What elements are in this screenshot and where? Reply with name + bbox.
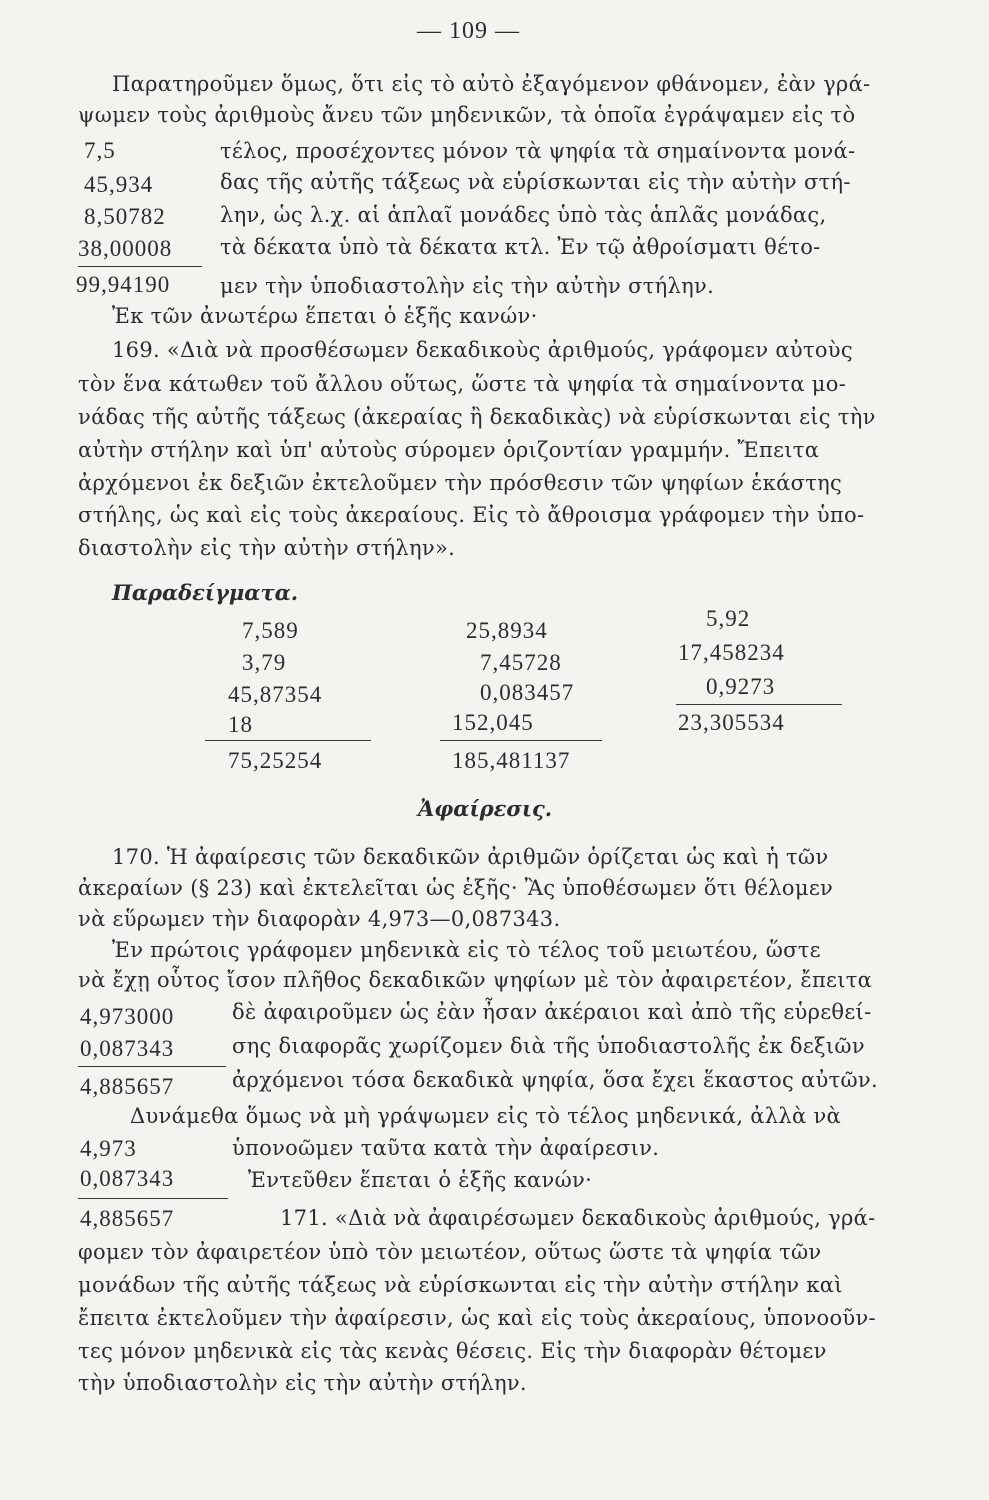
subtraction-1-rule [78,1066,226,1067]
paragraph-171-line: φομεν τὸν ἀφαιρετέον ὑπὸ τὸν μειωτέον, οὕτως ὥστε τὰ ψηφία τῶν [78,1240,822,1264]
example-2-total: 185,481137 [452,748,571,773]
paragraph-169-line: αὐτὴν στήλην καὶ ὑπ' αὐτοὺς σύρομεν ὁριζοντίαν γραμμήν. Ἔπειτα [78,438,820,462]
paragraph-170-line: ὑπονοῶμεν ταῦτα κατὰ τὴν ἀφαίρεσιν. [232,1136,660,1160]
example-3-value: 0,9273 [706,674,776,699]
paragraph-171-line: τες μόνον μηδενικὰ εἰς τὰς κενὰς θέσεις. Εἰς τὴν διαφορὰν θέτομεν [78,1339,827,1363]
sum-column-value: 7,5 [84,138,116,163]
paragraph-171-line: ἔπειτα ἐκτελοῦμεν τὴν ἀφαίρεσιν, ὡς καὶ εἰς τοὺς ἀκεραίους, ὑπονοοῦν- [78,1306,876,1330]
intro-line: μεν τὴν ὑποδιαστολὴν εἰς τὴν αὐτὴν στήλην. [220,274,715,298]
example-1-value: 18 [228,712,253,737]
paragraph-169-line: διαστολὴν εἰς τὴν αὐτὴν στήλην». [78,536,456,560]
intro-line: δας τῆς αὐτῆς τάξεως νὰ εὑρίσκωνται εἰς τὴν αὐτὴν στή- [220,170,851,194]
paragraph-170-line: ἀκεραίων (§ 23) καὶ ἐκτελεῖται ὡς ἑξῆς· Ἂς ὑποθέσωμεν ὅτι θέλομεν [78,876,834,900]
intro-line: Παρατηροῦμεν ὅμως, ὅτι εἰς τὸ αὐτὸ ἐξαγόμενον φθάνομεν, ἐὰν γρά- [112,72,871,96]
paragraph-170-line: νὰ εὕρωμεν τὴν διαφορὰν 4,973—0,087343. [78,907,561,931]
sum-rule [78,266,202,267]
paragraph-170-line: δὲ ἀφαιροῦμεν ὡς ἐὰν ἦσαν ἀκέραιοι καὶ ἀπὸ τῆς εὑρεθεί- [232,1000,872,1024]
examples-heading: Παραδείγματα. [112,580,299,605]
paragraph-170-line: ἀρχόμενοι τόσα δεκαδικὰ ψηφία, ὅσα ἔχει ἕκαστος αὐτῶν. [232,1068,878,1092]
intro-line: τέλος, προσέχοντες μόνον τὰ ψηφία τὰ σημαίνοντα μονά- [220,139,856,163]
example-3-rule [676,704,842,705]
example-3-value: 17,458234 [678,640,785,665]
paragraph-169-line: νάδας τῆς αὐτῆς τάξεως (ἀκεραίας ἢ δεκαδικὰς) νὰ εὑρίσκωνται εἰς τὴν [78,405,876,429]
subtraction-2-minuend: 4,973 [80,1136,137,1161]
subtraction-heading: Ἀφαίρεσις. [418,796,553,821]
intro-line: ψωμεν τοὺς ἀριθμοὺς ἄνευ τῶν μηδενικῶν, τὰ ὁποῖα ἐγράψαμεν εἰς τὸ [78,103,856,127]
example-2-value: 152,045 [452,710,534,735]
paragraph-170-line: σης διαφορᾶς χωρίζομεν διὰ τῆς ὑποδιαστολῆς ἐκ δεξιῶν [232,1034,865,1058]
paragraph-170-line: νὰ ἔχῃ οὗτος ἴσον πλῆθος δεκαδικῶν ψηφίων μὲ τὸν ἀφαιρετέον, ἔπειτα [78,968,873,992]
sum-column-total: 99,94190 [76,272,171,297]
paragraph-169-line: ἀρχόμενοι ἐκ δεξιῶν ἐκτελοῦμεν τὴν πρόσθεσιν τῶν ψηφίων ἑκάστης [78,471,843,495]
example-2-value: 0,083457 [480,680,575,705]
subtraction-2-difference: 4,885657 [80,1206,175,1231]
paragraph-170-line: Δυνάμεθα ὅμως νὰ μὴ γράψωμεν εἰς τὸ τέλος μηδενικά, ἀλλὰ νὰ [130,1104,842,1128]
page-number: — 109 — [417,18,520,44]
subtraction-1-minuend: 4,973000 [80,1004,175,1029]
intro-line: Ἐκ τῶν ἀνωτέρω ἕπεται ὁ ἑξῆς κανών· [112,304,538,328]
paragraph-170-line: Ἐν πρώτοις γράφομεν μηδενικὰ εἰς τὸ τέλος τοῦ μειωτέου, ὥστε [112,938,821,962]
example-1-value: 3,79 [242,650,287,675]
paragraph-171-line: μονάδων τῆς αὐτῆς τάξεως νὰ εὑρίσκωνται εἰς τὴν αὐτὴν στήλην καὶ [78,1273,843,1297]
example-2-rule [440,740,602,741]
intro-line: τὰ δέκατα ὑπὸ τὰ δέκατα κτλ. Ἐν τῷ ἀθροίσματι θέτο- [220,235,821,259]
intro-line: λην, ὡς λ.χ. αἱ ἁπλαῖ μονάδες ὑπὸ τὰς ἁπλᾶς μονάδας, [220,203,827,227]
sum-column-value: 45,934 [84,172,154,197]
paragraph-169-line: 169. «Διὰ νὰ προσθέσωμεν δεκαδικοὺς ἀριθμούς, γράφομεν αὐτοὺς [112,338,853,362]
paragraph-170-line: 170. Ἡ ἀφαίρεσις τῶν δεκαδικῶν ἀριθμῶν ὁρίζεται ὡς καὶ ἡ τῶν [112,845,829,869]
example-3-total: 23,305534 [678,710,785,735]
example-1-value: 7,589 [242,618,299,643]
subtraction-2-subtrahend: 0,087343 [80,1166,175,1191]
example-3-value: 5,92 [706,606,751,631]
paragraph-169-line: τὸν ἕνα κάτωθεν τοῦ ἄλλου οὕτως, ὥστε τὰ ψηφία τὰ σημαίνοντα μο- [78,372,847,396]
paragraph-170-line: Ἐντεῦθεν ἕπεται ὁ ἑξῆς κανών· [248,1168,593,1192]
paragraph-171-line: τὴν ὑποδιαστολὴν εἰς τὴν αὐτὴν στήλην. [78,1371,527,1395]
paragraph-171-line: 171. «Διὰ νὰ ἀφαιρέσωμεν δεκαδικοὺς ἀριθμούς, γρά- [280,1206,876,1230]
subtraction-1-subtrahend: 0,087343 [80,1036,175,1061]
example-1-rule [205,740,371,741]
example-2-value: 7,45728 [480,650,562,675]
subtraction-1-difference: 4,885657 [80,1074,175,1099]
example-1-total: 75,25254 [228,748,323,773]
sum-column-value: 8,50782 [84,204,166,229]
subtraction-2-rule [78,1198,228,1199]
sum-column-value: 38,00008 [78,236,173,261]
example-2-value: 25,8934 [466,618,548,643]
paragraph-169-line: στήλης, ὡς καὶ εἰς τοὺς ἀκεραίους. Εἰς τὸ ἄθροισμα γράφομεν τὴν ὑπο- [78,503,865,527]
example-1-value: 45,87354 [228,682,323,707]
